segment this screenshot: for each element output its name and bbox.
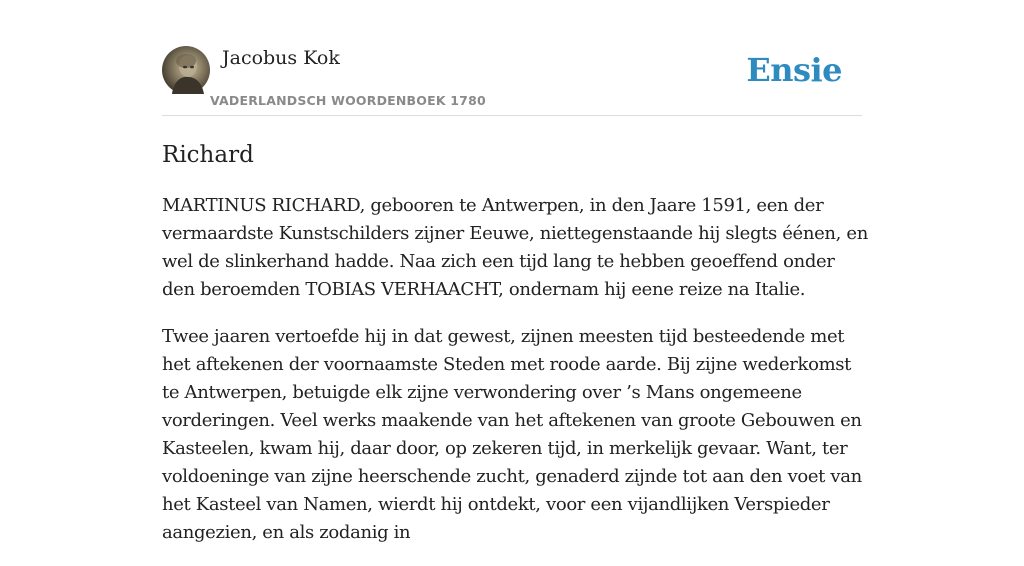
source-label[interactable]: VADERLANDSCH WOORDENBOEK 1780 [210, 93, 486, 108]
page-title: Richard [162, 142, 254, 168]
paragraph: MARTINUS RICHARD, gebooren te Antwerpen, in den Jaare 1591, een der vermaardste Kunstschilders zijner Eeuwe, niettegenstaande hij slegts éénen, en wel de slinkerhand hadde. Naa zich een tijd lang te hebben geoeffend onder den beroemden TOBIAS VERHAACHT, ondernam hij eene reize na Italie. [162, 195, 868, 300]
portrait-icon [162, 46, 210, 94]
paragraph: Twee jaaren vertoefde hij in dat gewest, zijnen meesten tijd besteedende met het aftekenen der voornaamste Steden met roode aarde. Bij zijne wederkomst te Antwerpen, betuigde elk zijne verwondering over ’s Mans ongemeene vorderingen. Veel werks maakende van het aftekenen van groote Gebouwen en Kasteelen, kwam hij, daar door, op zekeren tijd, in merkelijk gevaar. Want, ter voldoeninge van zijne heerschende zucht, genaderd zijnde tot aan den voet van het Kasteel van Namen, wierdt hij ontdekt, voor een vijandlijken Verspieder aangezien, en als zodanig in [162, 326, 862, 543]
header [162, 46, 862, 116]
author-name[interactable]: Jacobus Kok [222, 47, 340, 69]
author-avatar[interactable] [162, 46, 210, 94]
article-body [162, 192, 868, 566]
brand-logo[interactable]: Ensie [746, 51, 842, 89]
